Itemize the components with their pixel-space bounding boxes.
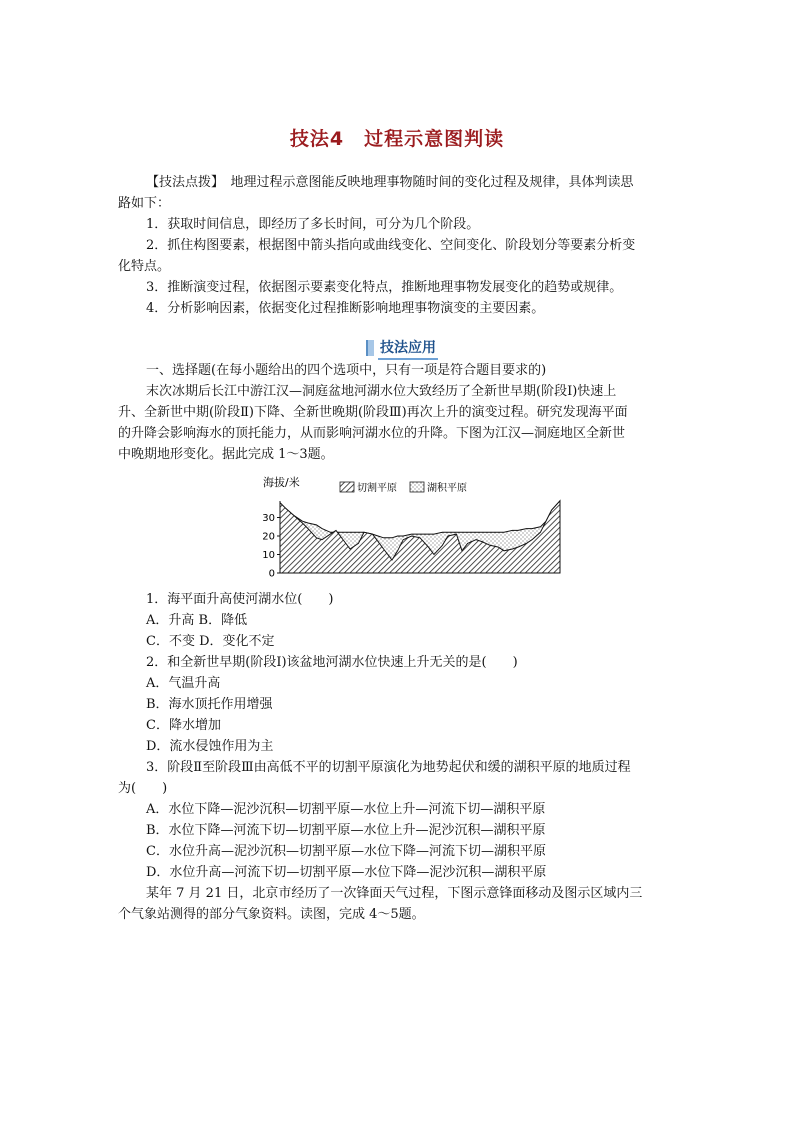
tips-line-2: 路如下： <box>118 196 171 211</box>
legend-label-lacustrine: 湖积平原 <box>427 483 467 494</box>
terrain-chart <box>258 472 568 582</box>
section-heading <box>366 337 438 359</box>
tips-step-2a: 2．抓住构图要素，根据图中箭头指向或曲线变化、空间变化、阶段划分等要素分析变 <box>146 238 636 253</box>
passage1-line-1: 末次冰期后长江中游江汉—洞庭盆地河湖水位大致经历了全新世早期(阶段Ⅰ)快速上 <box>146 384 617 399</box>
y-tick-label: 0 <box>268 568 275 580</box>
legend-swatch-lacustrine <box>410 482 424 492</box>
question-1: 1．海平面升高使河湖水位( ) <box>146 592 334 607</box>
question-2-option-b: B．海水顶托作用增强 <box>146 697 273 712</box>
tips-step-4: 4．分析影响因素，依据变化过程推断影响地理事物演变的主要因素。 <box>146 301 545 316</box>
question-3-option-c: C．水位升高—泥沙沉积—切割平原—水位下降—河流下切—湖积平原 <box>146 844 546 859</box>
y-axis-label: 海拔/米 <box>263 476 300 489</box>
question-1-options-cd: C．不变 D．变化不定 <box>146 634 275 649</box>
question-2-option-c: C．降水增加 <box>146 718 221 733</box>
question-1-options-ab: A．升高 B．降低 <box>146 613 248 628</box>
tips-step-1: 1．获取时间信息，即经历了多长时间，可分为几个阶段。 <box>146 217 480 232</box>
passage1-line-4: 中晚期地形变化。据此完成 1～3题。 <box>118 447 334 462</box>
question-2-option-a: A．气温升高 <box>146 676 221 691</box>
y-tick-label: 10 <box>262 550 275 561</box>
question-3-option-d: D．水位升高—河流下切—切割平原—水位下降—泥沙沉积—湖积平原 <box>146 865 547 880</box>
section-heading-label: 技法应用 <box>378 337 438 360</box>
tips-line-1: 【技法点拨】 地理过程示意图能反映地理事物随时间的变化过程及规律，具体判读思 <box>146 175 634 190</box>
y-tick-label: 20 <box>262 531 275 543</box>
passage2-line-2: 个气象站测得的部分气象资料。读图，完成 4～5题。 <box>118 907 425 922</box>
question-2: 2．和全新世早期(阶段Ⅰ)该盆地河湖水位快速上升无关的是( ) <box>146 655 518 670</box>
part1-heading: 一、选择题(在每小题给出的四个选项中，只有一项是符合题目要求的) <box>146 363 547 378</box>
y-tick-label: 30 <box>262 513 275 524</box>
page-title: 技法4 过程示意图判读 <box>289 128 505 150</box>
tips-step-3: 3．推断演变过程，依据图示要素变化特点，推断地理事物发展变化的趋势或规律。 <box>146 280 623 295</box>
question-3-option-b: B．水位下降—河流下切—切割平原—水位上升—泥沙沉积—湖积平原 <box>146 823 546 838</box>
passage1-line-3: 的升降会影响海水的顶托能力，从而影响河湖水位的升降。下图为江汉—洞庭地区全新世 <box>118 426 626 441</box>
section-marker-icon <box>366 340 374 356</box>
chart-plot-area <box>280 501 560 573</box>
passage2-line-1: 某年 7 月 21 日，北京市经历了一次锋面天气过程，下图示意锋面移动及图示区域内三 <box>146 886 643 901</box>
question-3-line-2: 为( ) <box>118 781 168 796</box>
question-3-option-a: A．水位下降—泥沙沉积—切割平原—水位上升—河流下切—湖积平原 <box>146 802 546 817</box>
tips-step-2b: 化特点。 <box>118 259 171 274</box>
legend-swatch-dissected <box>340 482 354 492</box>
legend-label-dissected: 切割平原 <box>357 483 397 494</box>
passage1-line-2: 升、全新世中期(阶段Ⅱ)下降、全新世晚期(阶段Ⅲ)再次上升的演变过程。研究发现海平面 <box>118 405 628 420</box>
question-2-option-d: D．流水侵蚀作用为主 <box>146 739 274 754</box>
question-3-line-1: 3．阶段Ⅱ至阶段Ⅲ由高低不平的切割平原演化为地势起伏和缓的湖积平原的地质过程 <box>146 760 631 775</box>
